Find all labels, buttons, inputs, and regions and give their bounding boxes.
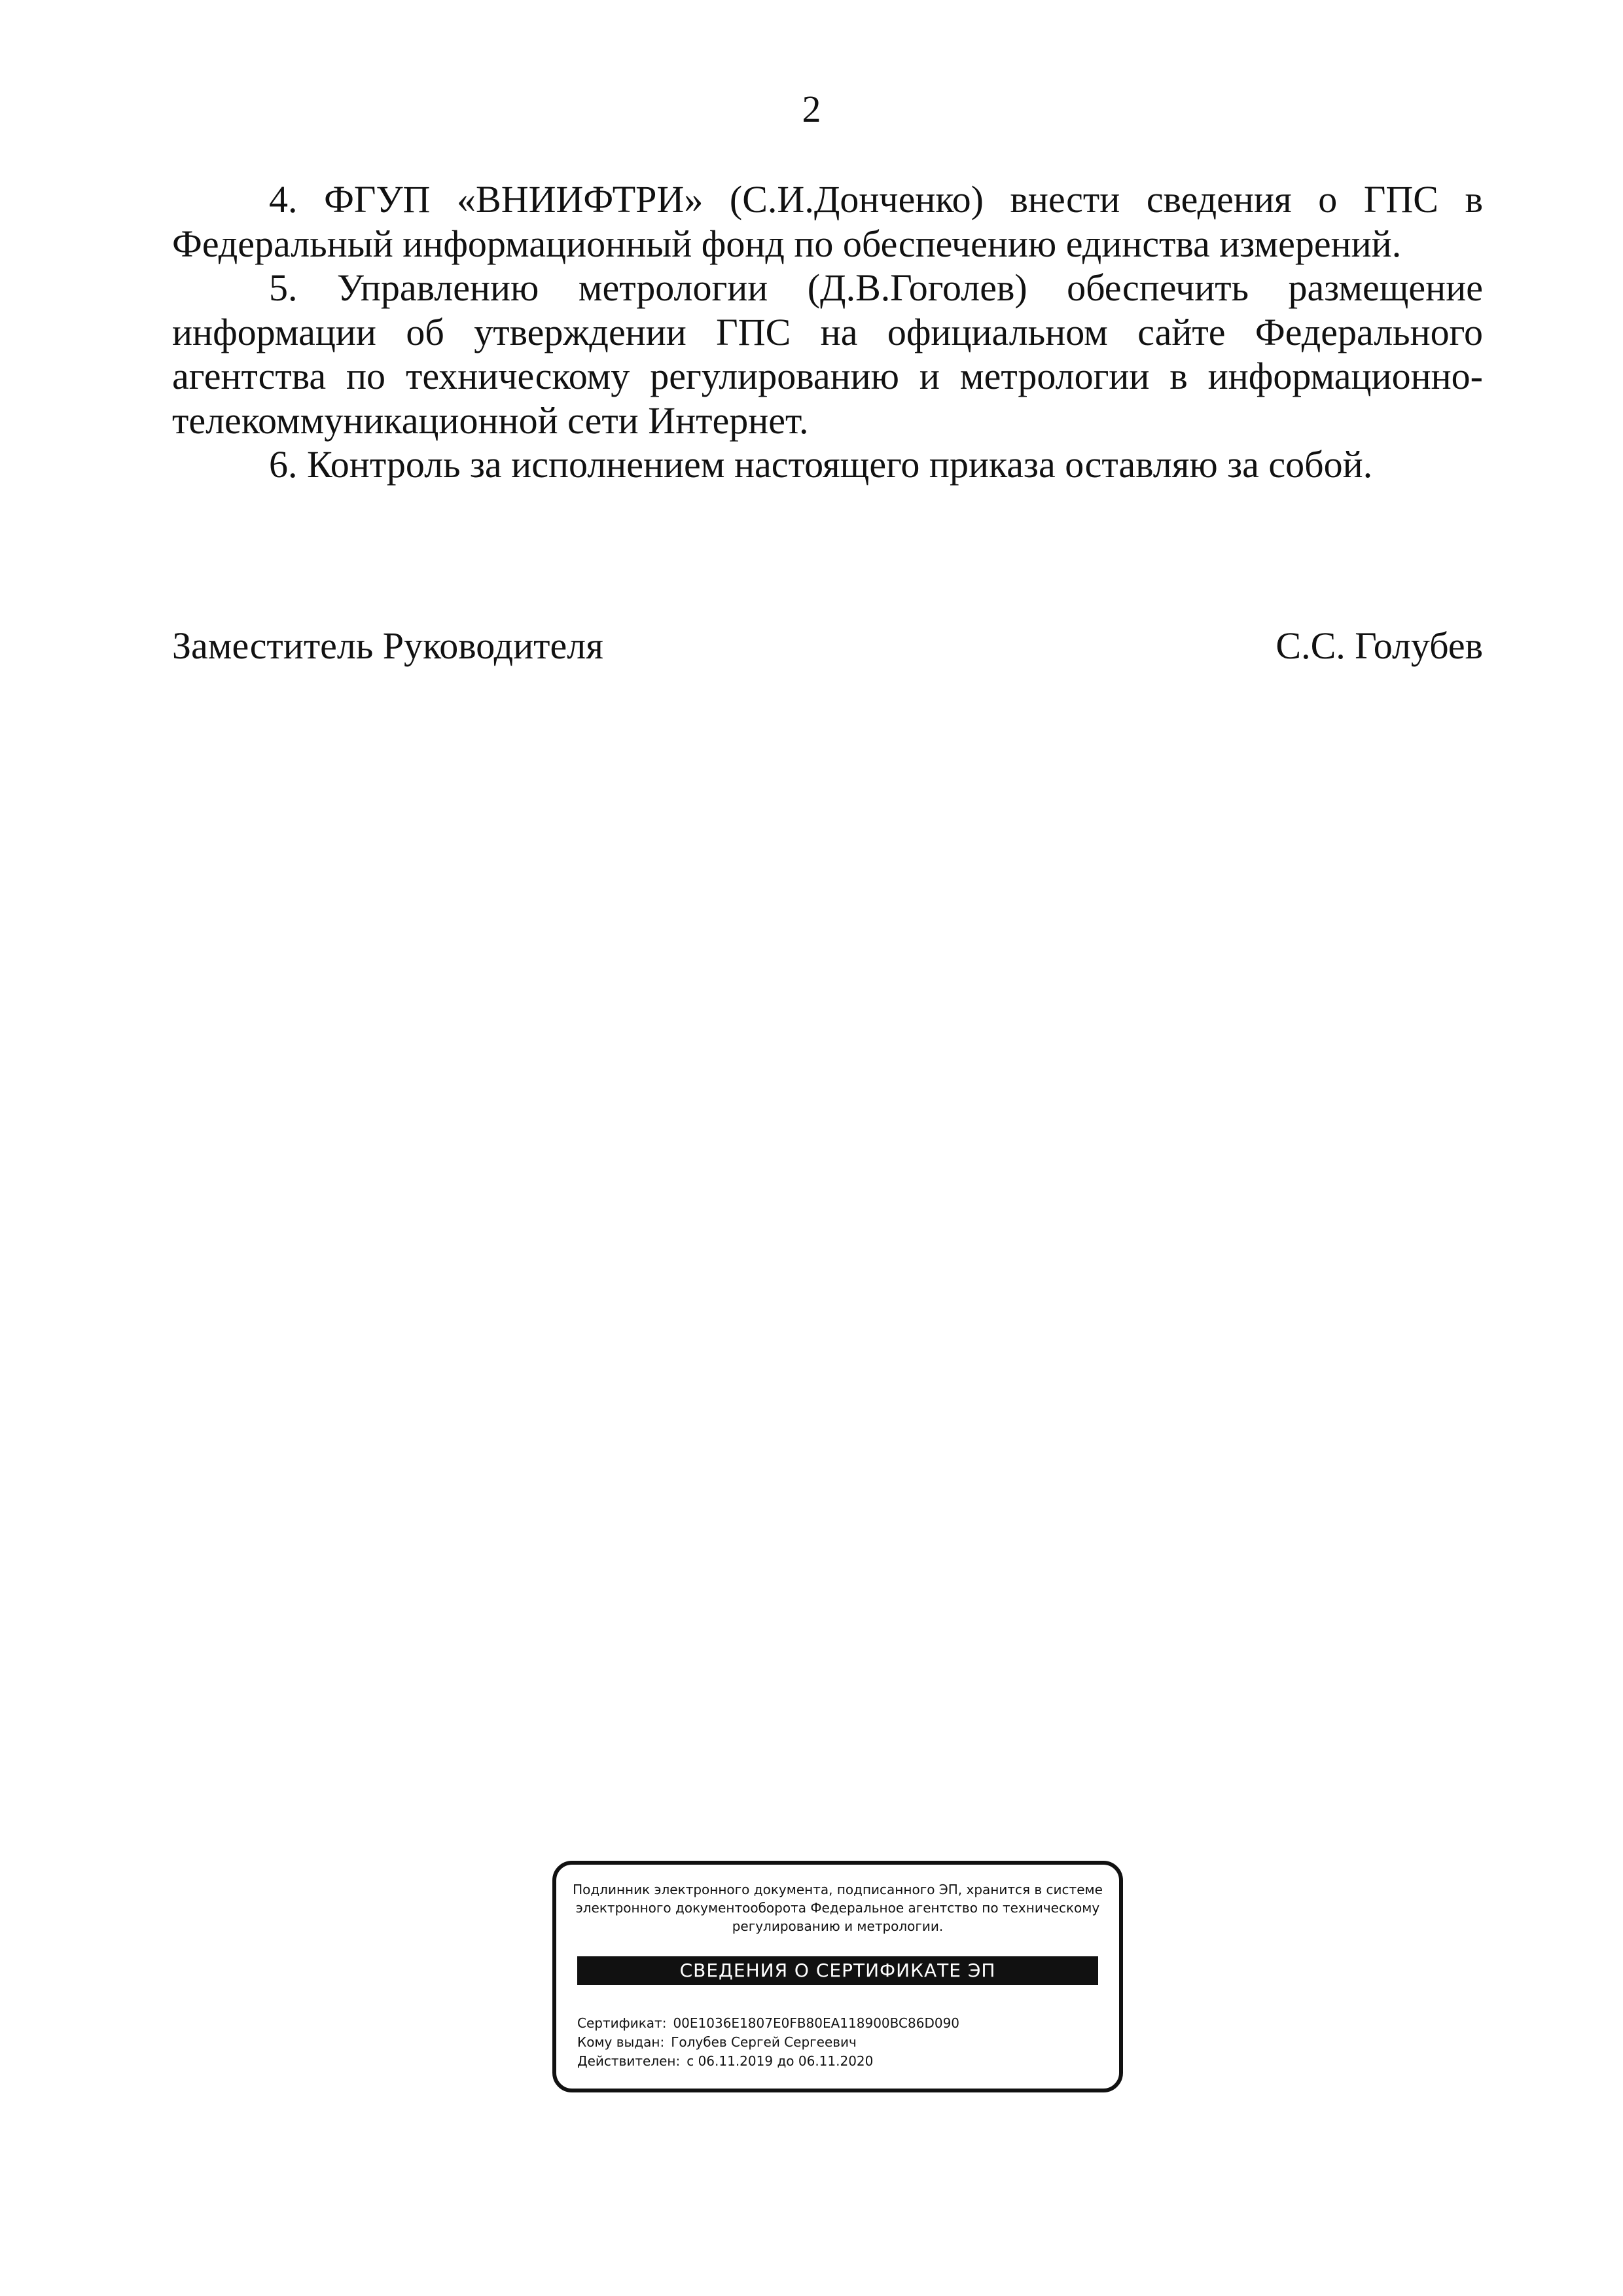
- stamp-issued-to-label: Кому выдан:: [577, 2034, 665, 2050]
- stamp-issued-to-row: [577, 2033, 1106, 2052]
- signatory-position: Заместитель Руководителя: [172, 624, 603, 667]
- stamp-certificate-label: Сертификат:: [577, 2015, 667, 2031]
- stamp-validity-label: Действителен:: [577, 2053, 681, 2069]
- order-body: [172, 177, 1483, 487]
- stamp-title-bar: СВЕДЕНИЯ О СЕРТИФИКАТЕ ЭП: [577, 1956, 1098, 1985]
- stamp-validity-value: с 06.11.2019 до 06.11.2020: [687, 2053, 874, 2069]
- stamp-certificate-row: [577, 2014, 1106, 2033]
- stamp-header-text: Подлинник электронного документа, подписанного ЭП, хранится в системе электронного документооборота Федеральное агентство по техническому регулированию и метрологии.: [573, 1882, 1103, 1934]
- paragraph-item-6: 6. Контроль за исполнением настоящего приказа оставляю за собой.: [269, 443, 1373, 486]
- signatory-name: С.С. Голубев: [1275, 624, 1483, 667]
- stamp-issued-to-value: Голубев Сергей Сергеевич: [671, 2034, 857, 2050]
- paragraph-item-4: 4. ФГУП «ВНИИФТРИ» (С.И.Донченко) внести сведения о ГПС в Федеральный информационный фонд по обеспечению единства измерений.: [172, 178, 1483, 265]
- electronic-signature-stamp: [552, 1861, 1123, 2092]
- paragraph-item-5: 5. Управлению метрологии (Д.В.Гоголев) обеспечить размещение информации об утверждении ГПС на официальном сайте Федерального агентства по техническому регулированию и метрологии в информационно-телекоммуникационной сети Интернет.: [172, 266, 1483, 442]
- page-number: 2: [802, 88, 821, 130]
- stamp-certificate-details: [577, 2014, 1106, 2071]
- signature-block: [172, 623, 1483, 669]
- stamp-certificate-value: 00E1036E1807E0FB80EA118900BC86D090: [673, 2015, 960, 2031]
- stamp-validity-row: [577, 2052, 1106, 2071]
